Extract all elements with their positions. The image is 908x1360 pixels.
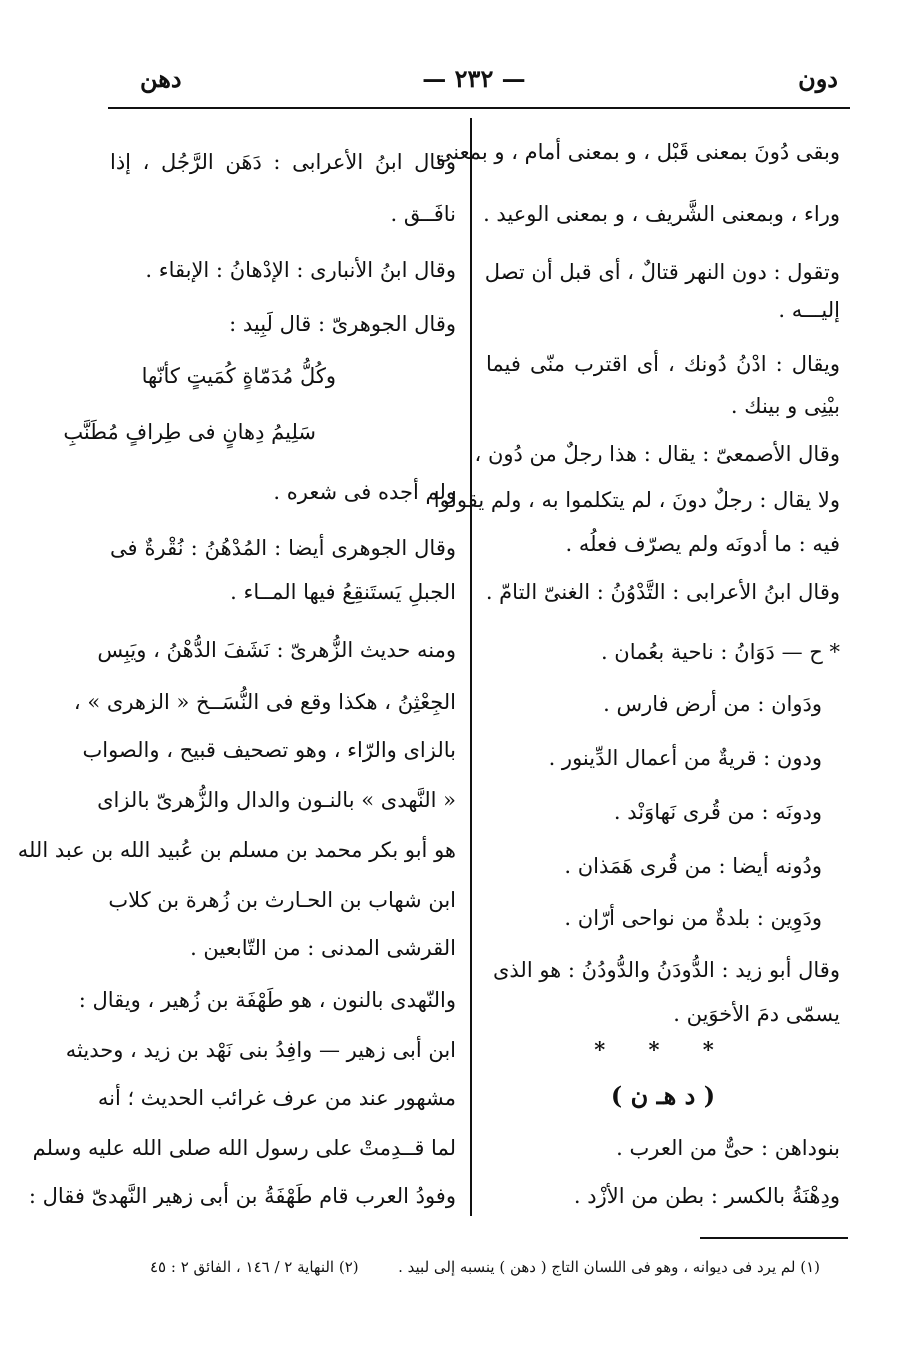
text-line: مشهور عند من عرف غرائب الحديث ؛ أنه xyxy=(97,1086,456,1110)
text-line: ويقال : ادْنُ دُونك ، أى اقترب منّى فيما xyxy=(486,352,840,376)
text-line: بنوداهن : حىٌّ من العرب . xyxy=(616,1136,840,1160)
text-line: ودونَه : من قُرى نَهاوَنْد . xyxy=(613,800,822,824)
footnote-rule xyxy=(700,1237,848,1239)
running-head-right: دون xyxy=(798,64,838,93)
text-line: لما قــدِمتْ على رسول الله صلى الله عليه وسلم xyxy=(32,1136,456,1160)
text-line: وراء ، وبمعنى الشَّريف ، و بمعنى الوعيد . xyxy=(483,202,840,226)
text-line: وقال الأصمعىّ : يقال : هذا رجلٌ من دُون ، xyxy=(474,442,840,466)
running-head-left: دهن xyxy=(140,64,182,93)
footnote-2: (٢) النهاية ٢ / ١٤٦ ، الفائق ٢ : ٤٥ xyxy=(150,1258,359,1276)
text-line: وبقى دُونَ بمعنى قَبْل ، و بمعنى أمام ، و بمعنى xyxy=(435,140,840,164)
text-line: بالزاى والرّاء ، وهو تصحيف قبيح ، والصواب xyxy=(82,738,456,762)
text-line: وفودُ العرب قام طَهْفَةُ بن أبى زهير النَّهدىّ فقال : xyxy=(28,1184,456,1208)
text-line: وقال أبو زيد : الدُّودَنُ والدُّودُنُ : هو الذى xyxy=(492,958,840,982)
text-line: الجِعْثِنُ ، هكذا وقع فى النُّسَــخ « الزهرى » ، xyxy=(73,690,456,714)
text-line: ابن شهاب بن الحـارث بن زُهرة بن كلاب xyxy=(108,888,456,912)
section-separator: * * * xyxy=(594,1037,732,1062)
text-line: ولم أجده فى شعره . xyxy=(273,480,456,504)
text-line: وقال ابنُ الأعرابى : دَهَن الرَّجُل ، إذا xyxy=(110,150,456,174)
text-line: ودَوان : من أرض فارس . xyxy=(603,692,822,716)
footnotes xyxy=(150,1258,820,1288)
text-line: الجبلِ يَستَنقِعُ فيها المــاء . xyxy=(230,580,456,604)
text-line: وقال الجوهرىّ : قال لَبِيد : xyxy=(229,312,456,336)
text-line: * ح — دَوَانُ : ناحية بعُمان . xyxy=(600,640,840,664)
text-line: وتقول : دون النهر قتالٌ ، أى قبل أن تصل xyxy=(484,260,840,284)
text-line: إليـــه . xyxy=(778,298,840,322)
header-rule xyxy=(108,107,850,109)
page-header xyxy=(100,60,848,102)
text-line: « النَّهدى » بالنـون والدال والزُّهرىّ بالزاى xyxy=(97,788,456,812)
text-line: وقال ابنُ الأنبارى : الإدْهانُ : الإبقاء . xyxy=(145,258,456,282)
text-line: القرشى المدنى : من التّابعين . xyxy=(190,936,456,960)
text-line: ولا يقال : رجلٌ دونَ ، لم يتكلموا به ، ولم يقولوا xyxy=(433,488,840,512)
text-line: ودَوِين : بلدةٌ من نواحى أرّان . xyxy=(564,906,822,930)
text-line: والنّهدى بالنون ، هو طَهْفَة بن زُهير ، ويقال : xyxy=(78,988,456,1012)
footnote-1: (١) لم يرد فى ديوانه ، وهو فى اللسان التاج ( دهن ) ينسبه إلى لبيد . xyxy=(398,1258,820,1276)
text-line: ومنه حديث الزُّهرىّ : نَشَفَ الدُّهْنُ ، ويَبِس xyxy=(97,638,456,662)
text-line: بيْنِى و بينك . xyxy=(730,394,840,418)
section-heading: ( د هـ ن ) xyxy=(610,1081,716,1110)
text-line: فيه : ما أدونَه ولم يصرّف فعلُه . xyxy=(565,532,840,556)
text-line: وقال الجوهرى أيضا : المُدْهُنُ : نُقْرةٌ فى xyxy=(110,536,456,560)
page-number: — ٢٣٢ — xyxy=(422,64,526,93)
text-line: هو أبو بكر محمد بن مسلم بن عُبيد الله بن عبد الله xyxy=(17,838,456,862)
text-line: وقال ابنُ الأعرابى : التَّدْوُنُ : الغنىّ التامّ . xyxy=(485,580,840,604)
text-line: ودون : قريةٌ من أعمال الدِّينور . xyxy=(548,746,822,770)
text-line: ودِهْنَةُ بالكسر : بطن من الأزْد . xyxy=(573,1184,840,1208)
text-line: ابن أبى زهير — وافِدُ بنى نَهْد بن زيد ، وحديثه xyxy=(65,1038,456,1062)
text-line: نافَــق . xyxy=(390,202,456,226)
verse-line: وكُلُّ مُدَمّاةٍ كُمَيتٍ كأنّها xyxy=(141,364,336,388)
text-line: يسمّى دمَ الأخوَين . xyxy=(673,1002,840,1026)
text-line: ودُونه أيضا : من قُرى هَمَذان . xyxy=(564,854,822,878)
column-divider xyxy=(470,118,472,1216)
verse-line: سَلِيمُ دِهانٍ فى طِرافٍ مُطَنَّبِ xyxy=(63,420,316,444)
